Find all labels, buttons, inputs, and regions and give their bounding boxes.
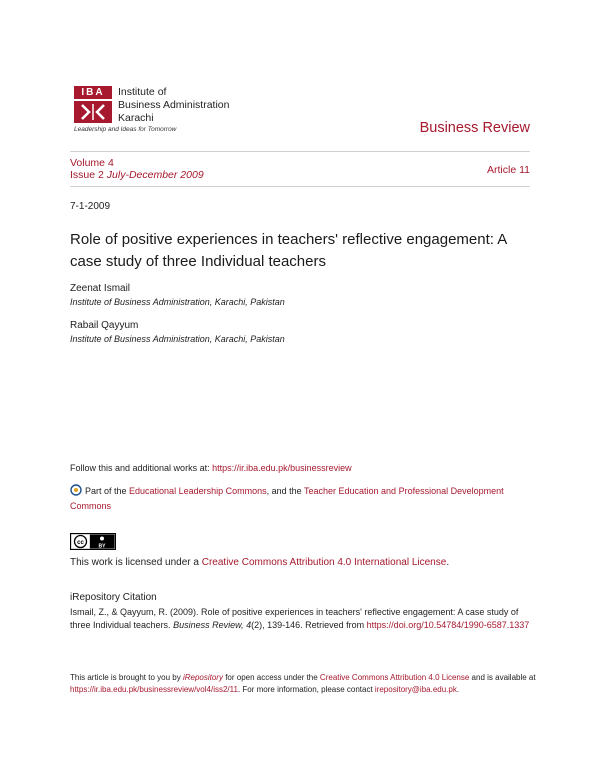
cc-by-label: BY (98, 543, 106, 550)
author-name: Zeenat Ismail (70, 283, 131, 294)
article-url-link[interactable]: https://ir.iba.edu.pk/businessreview/vol4/iss2/11 (70, 685, 238, 694)
businessreview-link[interactable]: https://ir.iba.edu.pk/businessreview (212, 463, 352, 473)
cc-by-badge-icon[interactable] (70, 533, 116, 550)
author-block (70, 283, 285, 307)
author-block (70, 320, 285, 344)
divider (70, 151, 530, 152)
article-title: Role of positive experiences in teachers' reflective engagement: A case study of three Individual teachers (70, 231, 507, 270)
teacher-education-link[interactable]: Teacher Education and Professional Development Commons (70, 486, 504, 511)
article-number[interactable]: Article 11 (487, 164, 530, 176)
part-of-line: Part of the Educational Leadership Commons, and the Teacher Education and Professional Development Commons (70, 486, 504, 511)
license-link[interactable]: Creative Commons Attribution 4.0 International License (201, 557, 447, 568)
footer-note: This article is brought to you by iRepository for open access under the Creative Commons Attribution 4.0 License and is available at https://ir.iba.edu.pk/businessreview/vol4/iss2/11. For more information, please contact irepository@iba.edu.pk. (70, 673, 536, 694)
logo-tagline: Leadership and Ideas for Tomorrow (74, 126, 177, 133)
contact-email-link[interactable]: irepository@iba.edu.pk (374, 685, 457, 694)
iba-emblem-icon (74, 101, 112, 123)
author-affiliation: Institute of Business Administration, Karachi, Pakistan (70, 334, 285, 344)
divider (70, 186, 530, 187)
volume-issue[interactable] (70, 157, 204, 181)
citation-text: Ismail, Z., & Qayyum, R. (2009). Role of positive experiences in teachers' reflective engagement: A case study of three Individual teachers. Business Review, 4(2), 139-146. Retrieved from https://doi.org/10.54784/1990-6587.1337 (70, 607, 530, 630)
cc-license-link[interactable]: Creative Commons Attribution 4.0 License (319, 673, 470, 682)
institute-name: Institute of Business Administration Karachi (118, 86, 230, 124)
educational-leadership-link[interactable]: Educational Leadership Commons (129, 486, 267, 496)
irepository-link[interactable]: iRepository (182, 673, 223, 682)
publication-date: 7-1-2009 (70, 201, 111, 212)
author-name: Rabail Qayyum (70, 320, 139, 331)
iba-logo (74, 86, 274, 136)
iba-acronym: IBA (74, 86, 112, 99)
license-line: This work is licensed under a Creative Commons Attribution 4.0 International License. (70, 557, 450, 568)
doi-link[interactable]: https://doi.org/10.54784/1990-6587.1337 (366, 620, 530, 630)
volume: Volume 4 (70, 157, 114, 169)
network-icon (70, 484, 82, 496)
journal-name[interactable]: Business Review (419, 120, 530, 136)
follow-line: Follow this and additional works at: https://ir.iba.edu.pk/businessreview (70, 463, 352, 473)
svg-text:cc: cc (77, 540, 84, 546)
issue: Issue 2 July-December 2009 (70, 169, 204, 181)
author-affiliation: Institute of Business Administration, Karachi, Pakistan (70, 297, 285, 307)
citation-heading: iRepository Citation (70, 592, 157, 603)
